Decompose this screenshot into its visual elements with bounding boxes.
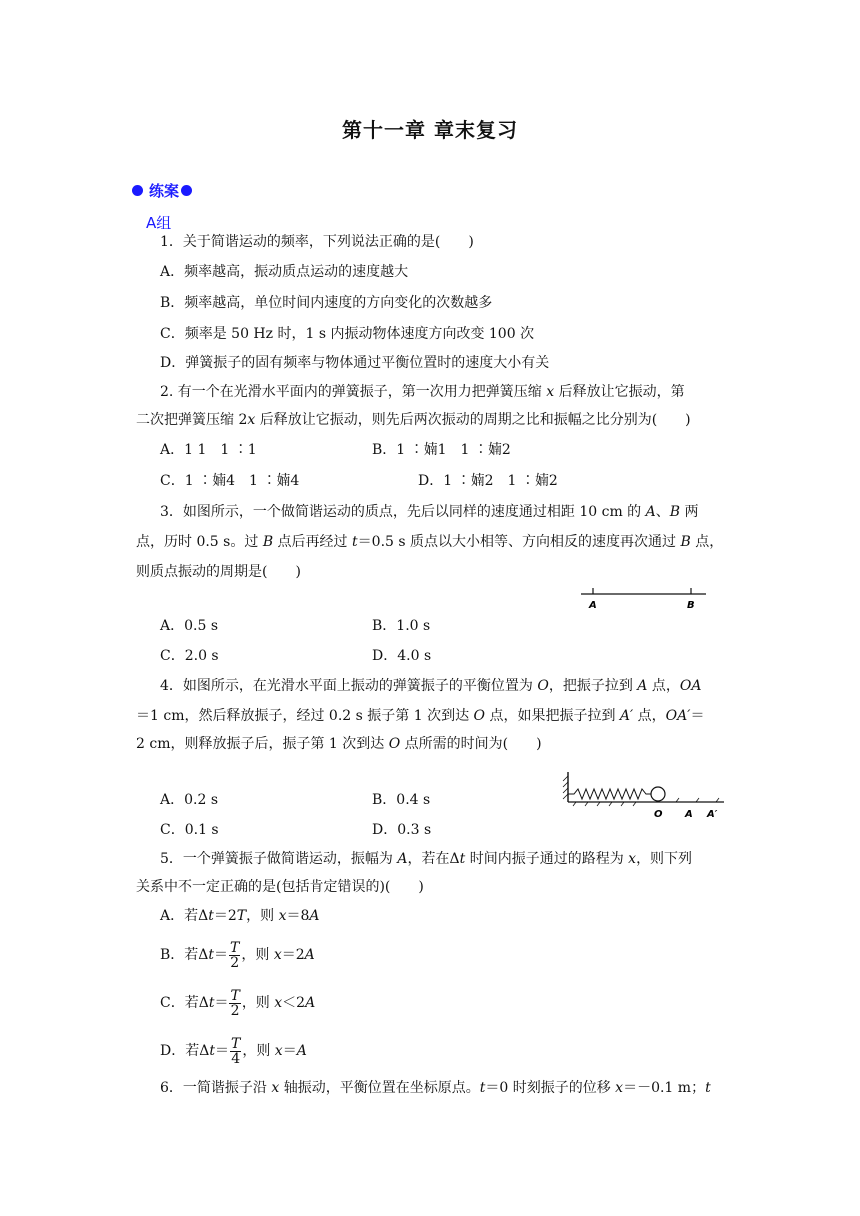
q4-option-d: D．0.3 s xyxy=(372,822,432,838)
q4-stem-line2: ＝1 cm，然后释放振子，经过 0.2 s 振子第 1 次到达 O 点，如果把振子拉到 A′ 点，OA′＝ xyxy=(136,708,705,724)
q3-stem-line2: 点，历时 0.5 s。过 B 点后再经过 t＝0.5 s 质点以大小相等、方向相反的速度再次通过 B 点， xyxy=(136,534,724,550)
q1-option-b: B．频率越高，单位时间内速度的方向变化的次数越多 xyxy=(160,295,493,311)
q4-figure xyxy=(558,768,734,820)
q2-option-a: A．1 1 1 ∶1 xyxy=(160,442,257,458)
q4-figure-label-o: O xyxy=(654,809,663,820)
q4-option-b: B．0.4 s xyxy=(372,792,431,808)
q1-option-d: D．弹簧振子的固有频率与物体通过平衡位置时的速度大小有关 xyxy=(160,355,550,371)
q1-stem: 1．关于简谐运动的频率，下列说法正确的是( ) xyxy=(160,234,474,250)
q2-stem-line2: 二次把弹簧压缩 2x 后释放让它振动，则先后两次振动的周期之比和振幅之比分别为( ) xyxy=(136,412,691,428)
q4-figure-spring xyxy=(568,789,651,799)
q5-stem-line2: 关系中不一定正确的是(包括肯定错误的)( ) xyxy=(136,879,424,895)
q5-option-b: B．若Δt＝ $\frac{T}{2}$ ，则 x＝2A xyxy=(160,939,315,971)
q4-stem-line1: 4．如图所示，在光滑水平面上振动的弹簧振子的平衡位置为 O，把振子拉到 A 点，OA xyxy=(160,678,702,694)
q5-option-c: C．若Δt＝ $\frac{T}{2}$ ，则 x＜2A xyxy=(160,987,316,1019)
page-title: 第十一章 章末复习 xyxy=(342,118,518,142)
q2-option-c: C．1 ∶婻4 1 ∶婻4 xyxy=(160,473,300,489)
section-header xyxy=(132,180,192,201)
q5-option-d: D．若Δt＝ $\frac{T}{4}$ ，则 x＝A xyxy=(160,1035,307,1067)
q4-option-c: C．0.1 s xyxy=(160,822,219,838)
q3-figure-label-a: A xyxy=(589,600,597,611)
q6-stem-line1: 6．一简谐振子沿 x 轴振动，平衡位置在坐标原点。t＝0 时刻振子的位移 x＝－0.1 m；t xyxy=(160,1080,711,1096)
q3-option-a: A．0.5 s xyxy=(160,618,219,634)
bullet-dot-icon xyxy=(181,185,192,196)
group-label: A组 xyxy=(146,214,172,232)
bullet-dot-icon xyxy=(132,185,143,196)
q4-option-a: A．0.2 s xyxy=(160,792,219,808)
fraction-t-over-2: $\frac{T}{2}$ xyxy=(230,987,240,1019)
q4-figure-ball xyxy=(651,787,665,801)
section-label: 练案 xyxy=(149,182,180,200)
q3-figure-label-b: B xyxy=(687,600,695,611)
q3-stem-line1: 3．如图所示，一个做简谐运动的质点，先后以同样的速度通过相距 10 cm 的 A、B 两 xyxy=(160,504,699,520)
q3-option-b: B．1.0 s xyxy=(372,618,431,634)
q1-option-c: C．频率是 50 Hz 时，1 s 内振动物体速度方向改变 100 次 xyxy=(160,326,535,342)
q3-stem-line3: 则质点振动的周期是( ) xyxy=(136,564,301,580)
q2-stem-line1: 2. 有一个在光滑水平面内的弹簧振子，第一次用力把弹簧压缩 x 后释放让它振动，第 xyxy=(160,384,685,400)
q1-option-a: A．频率越高，振动质点运动的速度越大 xyxy=(160,264,409,280)
q3-option-d: D．4.0 s xyxy=(372,648,432,664)
q3-option-c: C．2.0 s xyxy=(160,648,219,664)
fraction-t-over-2: $\frac{T}{2}$ xyxy=(230,939,240,971)
q4-figure-wall-hatch xyxy=(563,776,568,799)
q5-stem-line1: 5．一个弹簧振子做简谐运动，振幅为 A，若在Δt 时间内振子通过的路程为 x，则下列 xyxy=(160,851,693,867)
q3-figure xyxy=(576,584,736,612)
q4-figure-label-a-prime: A′ xyxy=(707,809,718,820)
q4-stem-line3: 2 cm，则释放振子后，振子第 1 次到达 O 点所需的时间为( ) xyxy=(136,736,542,752)
q2-option-d: D．1 ∶婻2 1 ∶婻2 xyxy=(418,473,558,489)
fraction-t-over-4: $\frac{T}{4}$ xyxy=(230,1035,241,1067)
q2-option-b: B．1 ∶婻1 1 ∶婻2 xyxy=(372,442,511,458)
q5-option-a: A．若Δt＝2T，则 x＝8A xyxy=(160,908,320,924)
q4-figure-label-a: A xyxy=(685,809,693,820)
